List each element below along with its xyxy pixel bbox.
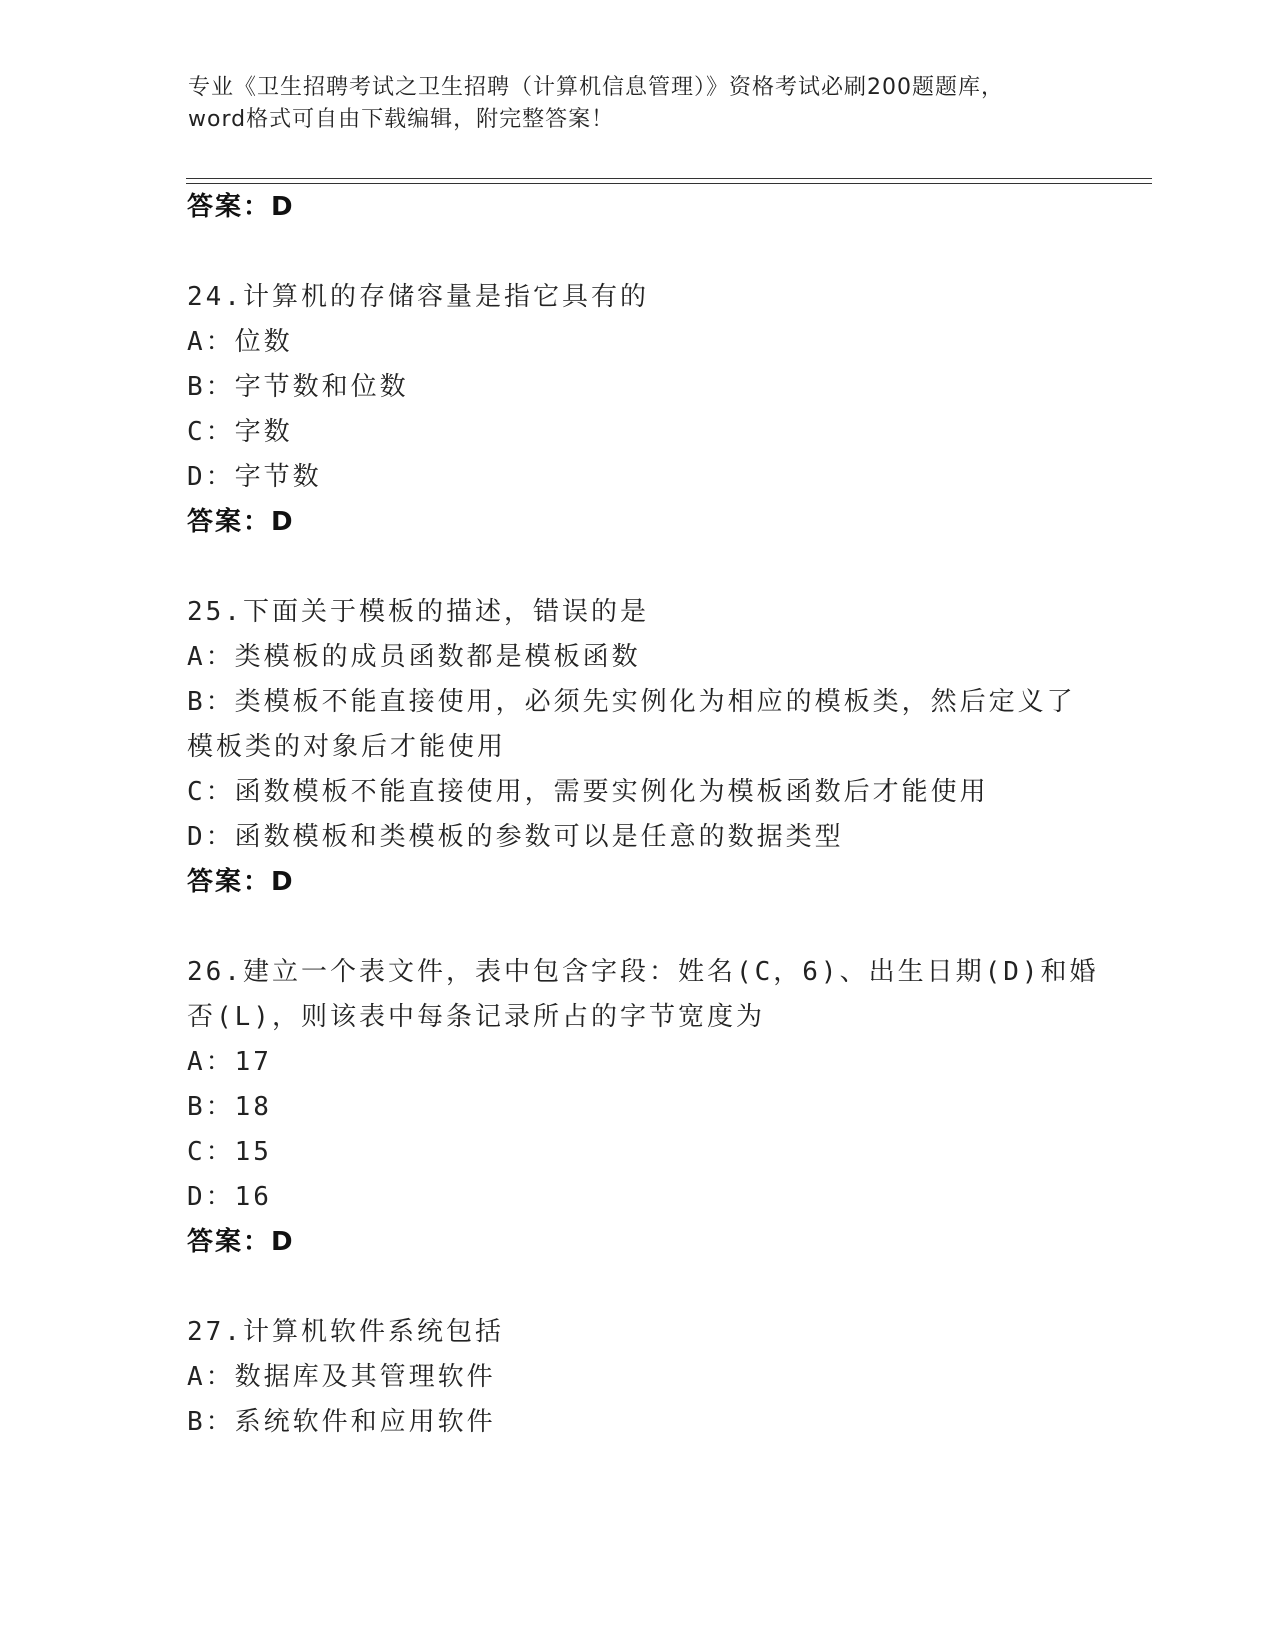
- header-rule-top: [186, 178, 1152, 179]
- question-24-option-d: D：字节数: [187, 462, 322, 492]
- question-26-option-b: B：18: [187, 1092, 272, 1122]
- question-26-stem-continued: 否(L)，则该表中每条记录所占的字节宽度为: [187, 1002, 765, 1032]
- question-25-stem: 25.下面关于模板的描述，错误的是: [187, 597, 649, 627]
- question-24-option-a: A：位数: [187, 327, 293, 357]
- answer-23: 答案：D: [187, 192, 295, 222]
- question-25-option-d: D：函数模板和类模板的参数可以是任意的数据类型: [187, 822, 844, 852]
- question-27-option-a: A：数据库及其管理软件: [187, 1362, 496, 1392]
- question-25-option-c: C：函数模板不能直接使用，需要实例化为模板函数后才能使用: [187, 777, 989, 807]
- question-27-option-b: B：系统软件和应用软件: [187, 1407, 496, 1437]
- question-26-option-a: A：17: [187, 1047, 272, 1077]
- question-25-option-b: B：类模板不能直接使用，必须先实例化为相应的模板类，然后定义了: [187, 687, 1076, 717]
- question-25-option-b-continued: 模板类的对象后才能使用: [187, 732, 507, 762]
- header-line-1: 专业《卫生招聘考试之卫生招聘（计算机信息管理）》资格考试必刷200题题库，: [188, 75, 1004, 100]
- answer-26: 答案：D: [187, 1227, 295, 1257]
- question-24-option-c: C：字数: [187, 417, 293, 447]
- header-line-2: word格式可自由下载编辑，附完整答案！: [188, 107, 615, 132]
- question-27-stem: 27.计算机软件系统包括: [187, 1317, 504, 1347]
- question-24-option-b: B：字节数和位数: [187, 372, 409, 402]
- answer-24: 答案：D: [187, 507, 295, 537]
- question-26-option-c: C：15: [187, 1137, 272, 1167]
- question-26-stem: 26.建立一个表文件，表中包含字段：姓名(C，6)、出生日期(D)和婚: [187, 957, 1099, 987]
- question-25-option-a: A：类模板的成员函数都是模板函数: [187, 642, 641, 672]
- header-rule-bottom: [186, 183, 1152, 184]
- question-26-option-d: D：16: [187, 1182, 272, 1212]
- question-24-stem: 24.计算机的存储容量是指它具有的: [187, 282, 649, 312]
- document-header: [188, 72, 1088, 136]
- answer-25: 答案：D: [187, 867, 295, 897]
